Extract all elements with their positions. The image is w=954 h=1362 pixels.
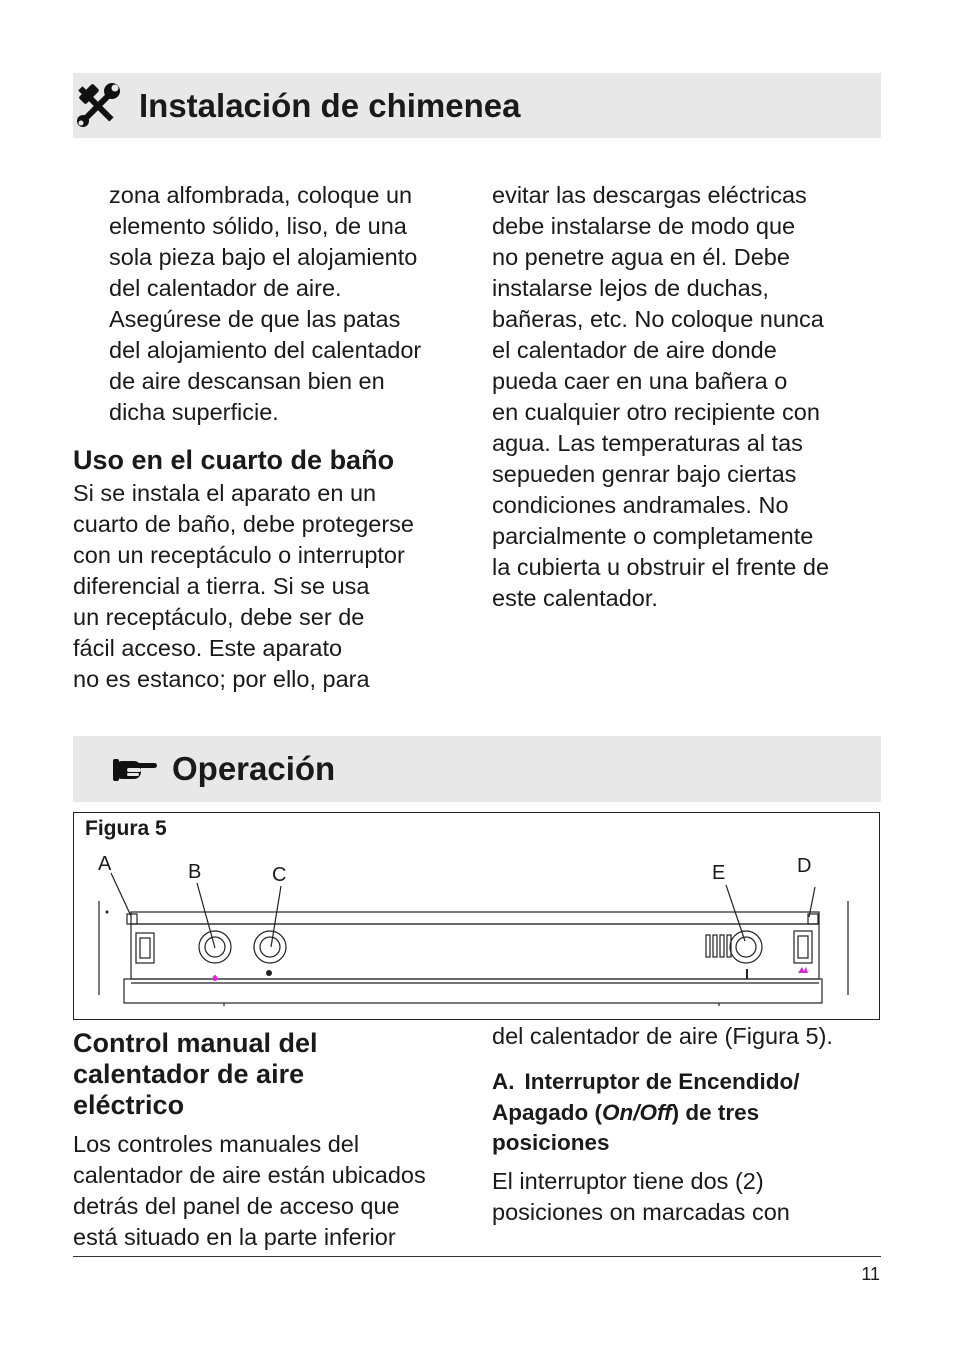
text-line: Los controles manuales del (73, 1131, 360, 1157)
text-line: diferencial a tierra. Si se usa (73, 573, 370, 599)
item-heading-text: Interruptor de Encendido/ (524, 1069, 800, 1094)
heading-item-a (492, 1067, 800, 1159)
heading-line: calentador de aire (73, 1059, 305, 1089)
heater-control-panel-drawing (74, 813, 879, 1019)
text-line: agua. Las temperaturas al tas (492, 430, 803, 456)
heading-line (492, 1067, 800, 1098)
text-line: sola pieza bajo el alojamiento (109, 244, 418, 270)
text-line: Asegúrese de que las patas (109, 306, 401, 332)
paragraph-manual-control (73, 1129, 426, 1253)
footer-rule (73, 1256, 881, 1257)
figure-title: Figura 5 (85, 817, 167, 840)
text-line: en cualquier otro recipiente con (492, 399, 820, 425)
paragraph-carpet (109, 180, 421, 428)
callout-e: E (712, 862, 726, 884)
text-line: Si se instala el aparato en un (73, 480, 377, 506)
text-line: fácil acceso. Este aparato (73, 635, 343, 661)
text-line: debe instalarse de modo que (492, 213, 796, 239)
text-line: no penetre agua en él. Debe (492, 244, 790, 270)
text-line: este calentador. (492, 585, 658, 611)
text-line: parcialmente o completamente (492, 523, 814, 549)
text-line: elemento sólido, liso, de una (109, 213, 407, 239)
item-heading-text: Apagado ( (492, 1099, 602, 1125)
item-heading-emphasis: On/Off (602, 1099, 672, 1125)
text-line: el calentador de aire donde (492, 337, 777, 363)
text-line: del calentador de aire (Figura 5). (492, 1023, 833, 1049)
paragraph-water-warning (492, 180, 829, 614)
item-label: A. (492, 1069, 515, 1094)
text-line: de aire descansan bien en (109, 368, 385, 394)
text-line: está situado en la parte inferior (73, 1224, 396, 1250)
text-line: no es estanco; por ello, para (73, 666, 370, 692)
text-line: cuarto de baño, debe protegerse (73, 511, 415, 537)
tools-icon (75, 83, 121, 129)
text-line: del alojamiento del calentador (109, 337, 422, 363)
pointing-hand-icon (113, 755, 159, 783)
paragraph-figure-ref (492, 1021, 833, 1052)
text-line: zona alfombrada, coloque un (109, 182, 413, 208)
figure-5 (73, 812, 880, 1020)
callout-a: A (98, 853, 112, 875)
section-banner-installation (73, 73, 881, 138)
text-line: con un receptáculo o interruptor (73, 542, 405, 568)
callout-d: D (797, 855, 812, 877)
heading-line: posiciones (492, 1130, 610, 1155)
callout-b: B (188, 861, 202, 883)
paragraph-bathroom (73, 478, 414, 695)
heading-bathroom: Uso en el cuarto de baño (73, 445, 395, 475)
text-line: dicha superficie. (109, 399, 279, 425)
item-heading-text: ) de tres (671, 1099, 760, 1125)
text-line: del calentador de aire. (109, 275, 342, 301)
text-line: bañeras, etc. No coloque nunca (492, 306, 824, 332)
section-title: Instalación de chimenea (139, 86, 521, 124)
text-line: calentador de aire están ubicados (73, 1162, 426, 1188)
text-line: instalarse lejos de duchas, (492, 275, 769, 301)
text-line: El interruptor tiene dos (2) (492, 1168, 764, 1194)
text-line: condiciones andramales. No (492, 492, 789, 518)
section-title: Operación (172, 750, 336, 787)
heading-line: eléctrico (73, 1090, 185, 1120)
callout-c: C (272, 864, 287, 886)
text-line: la cubierta u obstruir el frente de (492, 554, 830, 580)
text-line: sepueden genrar bajo ciertas (492, 461, 797, 487)
heading-line: Control manual del (73, 1028, 318, 1058)
heading-manual-control (73, 1028, 318, 1121)
page-number: 11 (861, 1264, 880, 1284)
text-line: posiciones on marcadas con (492, 1199, 790, 1225)
text-line: pueda caer en una bañera o (492, 368, 788, 394)
section-banner-operation (73, 736, 881, 802)
paragraph-switch (492, 1166, 790, 1228)
text-line: evitar las descargas eléctricas (492, 182, 807, 208)
heading-line (492, 1098, 800, 1129)
text-line: detrás del panel de acceso que (73, 1193, 400, 1219)
text-line: un receptáculo, debe ser de (73, 604, 365, 630)
